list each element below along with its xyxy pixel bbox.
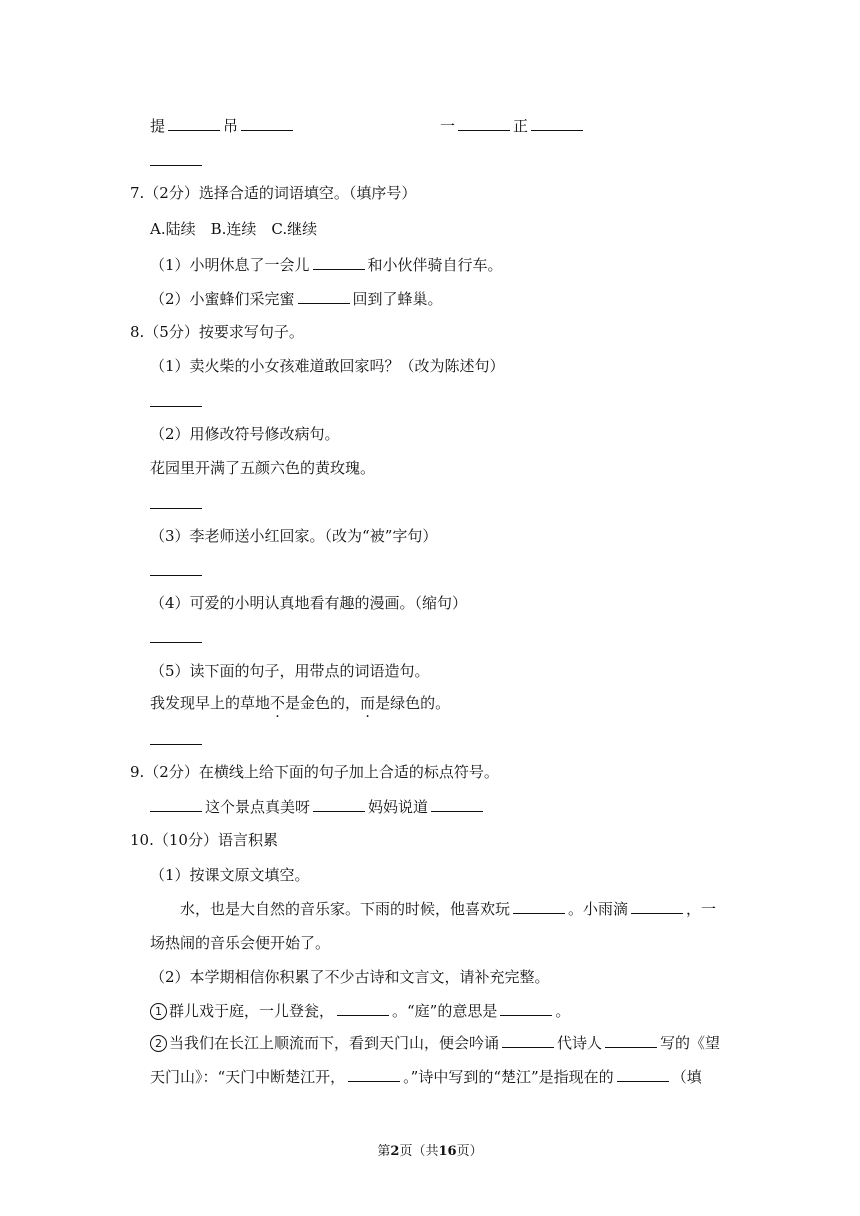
answer-line[interactable] xyxy=(150,642,202,643)
q10-sentence-1: （1）按课文原文填空。 xyxy=(150,866,310,884)
answer-blank[interactable] xyxy=(500,1001,552,1016)
pair-right-b: 正 xyxy=(513,117,529,135)
answer-blank[interactable] xyxy=(168,116,220,131)
answer-line[interactable] xyxy=(150,744,202,745)
answer-blank[interactable] xyxy=(502,1033,554,1048)
answer-blank[interactable] xyxy=(348,1067,400,1082)
answer-line[interactable] xyxy=(150,508,202,509)
answer-blank[interactable] xyxy=(431,797,483,812)
pair-left-b: 吊 xyxy=(223,117,239,135)
answer-line[interactable] xyxy=(150,406,202,407)
answer-blank[interactable] xyxy=(605,1033,657,1048)
total-pages: 16 xyxy=(438,1144,457,1159)
answer-blank[interactable] xyxy=(313,255,365,270)
q8-example-sentence: 我发现早上的草地不是金色的，而是绿色的。 xyxy=(150,694,451,712)
q8-sentence-5: （5）读下面的句子，用带点的词语造句。 xyxy=(150,662,430,680)
answer-blank[interactable] xyxy=(298,289,350,304)
circled-number-2: 2 xyxy=(150,1035,167,1052)
answer-blank[interactable] xyxy=(337,1001,389,1016)
page-footer: 第2页（共16页） xyxy=(377,1144,483,1159)
q8-sentence-2: （2）用修改符号修改病句。 xyxy=(150,425,340,443)
answer-blank[interactable] xyxy=(241,116,293,131)
q8-sick-sentence: 花园里开满了五颜六色的黄玫瑰。 xyxy=(150,459,376,477)
q10-passage-line-2: 场热闹的音乐会便开始了。 xyxy=(150,934,331,952)
dotted-word: 而 xyxy=(360,694,376,712)
pair-row-right xyxy=(440,116,586,136)
pair-right-a: 一 xyxy=(440,117,456,135)
q7-sentence-1: （1）小明休息了一会儿 和小伙伴骑自行车。 xyxy=(150,256,503,274)
circled-number-1: 1 xyxy=(150,1003,167,1020)
q9-title: 9.（2分）在横线上给下面的句子加上合适的标点符号。 xyxy=(130,763,499,781)
answer-blank[interactable] xyxy=(150,797,202,812)
answer-line[interactable] xyxy=(150,575,202,576)
q8-sentence-1: （1）卖火柴的小女孩难道敢回家吗？（改为陈述句） xyxy=(150,357,505,375)
q7-sentence-2: （2）小蜜蜂们采完蜜 回到了蜂巢。 xyxy=(150,290,443,308)
answer-blank[interactable] xyxy=(617,1067,669,1082)
q7-title: 7.（2分）选择合适的词语填空。（填序号） xyxy=(130,184,417,202)
answer-line[interactable] xyxy=(150,165,202,166)
q10-title: 10.（10分）语言积累 xyxy=(130,831,278,849)
pair-left-a: 提 xyxy=(150,117,166,135)
q9-sentence: 这个景点真美呀 妈妈说道 xyxy=(150,797,486,817)
pair-row-left xyxy=(150,116,296,136)
answer-blank[interactable] xyxy=(458,116,510,131)
answer-blank[interactable] xyxy=(531,116,583,131)
dotted-word: 不 xyxy=(270,694,286,712)
page-number: 2 xyxy=(390,1144,400,1159)
answer-blank[interactable] xyxy=(513,899,565,914)
answer-blank[interactable] xyxy=(313,797,365,812)
q8-sentence-3: （3）李老师送小红回家。（改为“被”字句） xyxy=(150,527,438,545)
q8-title: 8.（5分）按要求写句子。 xyxy=(130,323,304,341)
q10-sentence-2: （2）本学期相信你积累了不少古诗和文言文，请补充完整。 xyxy=(150,968,550,986)
q10-item-2: 2 当我们在长江上顺流而下，看到天门山，便会吟诵 代诗人 写的《望 xyxy=(150,1033,720,1053)
q10-item-1: 1 群儿戏于庭，一儿登瓮， 。“庭”的意思是 。 xyxy=(150,1001,570,1021)
q8-sentence-4: （4）可爱的小明认真地看有趣的漫画。（缩句） xyxy=(150,594,468,612)
answer-blank[interactable] xyxy=(631,899,683,914)
q10-passage-line-1: 水，也是大自然的音乐家。下雨的时候，他喜欢玩 。小雨滴 ，一 xyxy=(180,900,717,918)
q10-item-2-cont: 天门山》：“天门中断楚江开， 。”诗中写到的“楚江”是指现在的 （填 xyxy=(150,1068,702,1086)
q7-options: A.陆续 B.连续 C.继续 xyxy=(150,220,318,238)
